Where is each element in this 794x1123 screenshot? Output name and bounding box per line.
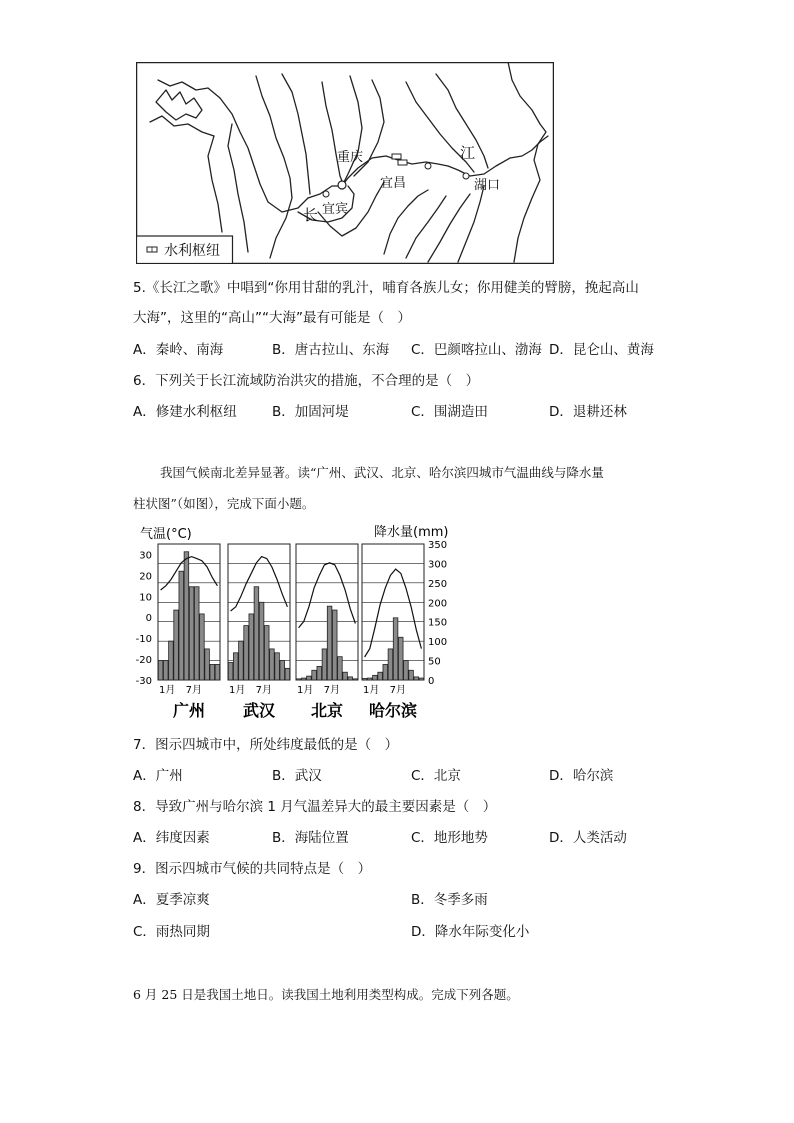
precip-bar [254,587,259,680]
yangtze-map [136,62,554,264]
precip-bar [327,606,332,680]
city-name-label: 广州 [172,701,206,720]
month-tick-label: 7月 [185,685,202,696]
temperature-tick-label: 0 [145,613,152,625]
temperature-tick-label: -20 [135,655,152,667]
precip-bar [317,666,322,680]
precip-bar [179,571,184,680]
precip-bar [343,672,348,680]
month-tick-label: 7月 [389,685,406,696]
q9-option-c[interactable]: C．雨热同期 [133,924,210,940]
right-axis-label: 降水量(mm) [374,525,449,540]
precip-bar [338,657,343,680]
precip-tick-label: 0 [428,676,435,687]
q8-option-a[interactable]: A．纬度因素 [133,830,210,846]
precip-bar [228,663,233,680]
map-label-chang: 长 [303,206,319,224]
q8-option-b[interactable]: B．海陆位置 [272,830,349,846]
q8-option-c[interactable]: C．地形地势 [411,830,488,846]
precip-bar [393,618,398,680]
precip-bar [158,661,163,680]
precip-bar [301,678,306,680]
precip-bar [312,670,317,680]
q5-option-a[interactable]: A．秦岭、南海 [133,342,224,358]
precip-bar [296,679,301,680]
precip-bar [362,678,367,680]
q9-option-a[interactable]: A．夏季凉爽 [133,892,210,908]
q7-option-c[interactable]: C．北京 [411,768,461,784]
precip-tick-label: 250 [428,578,448,590]
q9-option-d[interactable]: D．降水年际变化小 [411,924,530,940]
q6-option-b[interactable]: B．加固河堤 [272,404,349,420]
precip-bar [194,587,199,680]
precip-bar [383,664,388,680]
map-label-jiang: 江 [460,144,476,162]
map-label-yichang: 宜昌 [380,176,407,191]
q5-option-b[interactable]: B．唐古拉山、东海 [272,342,390,358]
temperature-tick-label: -10 [135,634,152,646]
city-name-label: 哈尔滨 [368,701,418,720]
map-label-yibin: 宜宾 [322,202,349,217]
temperature-tick-label: -30 [135,676,152,687]
precip-tick-label: 350 [428,540,448,551]
precip-bar [270,649,275,680]
map-label-hukou: 湖口 [474,178,501,193]
q5-stem-line2: 大海”，这里的“高山”“大海”最有可能是（ ） [133,310,411,326]
q7-stem: 7．图示四城市中，所处纬度最低的是（ ） [133,737,399,753]
month-tick-label: 7月 [255,685,272,696]
city-name-label: 北京 [310,701,344,720]
precip-tick-label: 200 [428,598,448,610]
q7-option-b[interactable]: B．武汉 [272,768,322,784]
q6-stem: 6．下列关于长江流域防治洪灾的措施，不合理的是（ ） [133,373,480,389]
precip-bar [348,677,353,680]
q9-option-b[interactable]: B．冬季多雨 [411,892,488,908]
q5-option-d[interactable]: D．昆仑山、黄海 [549,342,654,358]
precip-bar [280,661,285,680]
q9-stem: 9．图示四城市气候的共同特点是（ ） [133,861,372,877]
left-axis-label: 气温(°C) [140,527,192,542]
precip-bar [163,661,168,680]
q5-option-c[interactable]: C．巴颜喀拉山、渤海 [411,342,542,358]
q6-option-c[interactable]: C．围湖造田 [411,404,488,420]
q7-option-a[interactable]: A．广州 [133,768,183,784]
precip-bar [307,676,312,680]
temperature-tick-label: 30 [139,550,152,562]
precip-bar [259,602,264,680]
q5-stem-line1: 5.《长江之歌》中唱到“你用甘甜的乳汁，哺育各族儿女；你用健美的臂膀，挽起高山 [133,280,639,296]
month-tick-label: 7月 [323,685,340,696]
intro2-text: 6 月 25 日是我国土地日。读我国土地利用类型构成。完成下列各题。 [133,987,519,1002]
intro1-line2: 柱状图”（如图），完成下面小题。 [133,496,315,511]
precip-bar [249,614,254,680]
precip-bar [367,678,372,680]
q6-option-a[interactable]: A．修建水利枢纽 [133,404,237,420]
intro1-line1: 我国气候南北差异显著。读“广州、武汉、北京、哈尔滨四城市气温曲线与降水量 [160,465,604,480]
map-label-chongqing: 重庆 [337,150,364,165]
climate-chart [128,518,468,724]
precip-tick-label: 150 [428,617,448,629]
precip-bar [414,677,419,680]
month-tick-label: 1月 [159,685,176,696]
precip-bar [205,649,210,680]
precip-bar [285,668,290,680]
precip-bar [189,587,194,680]
precip-bar [169,641,174,680]
month-tick-label: 1月 [229,685,246,696]
precip-bar [174,610,179,680]
precip-bar [409,670,414,680]
precip-bar [239,641,244,680]
map-legend-label: 水利枢纽 [164,243,220,259]
q6-option-d[interactable]: D．退耕还林 [549,404,627,420]
precip-bar [388,649,393,680]
precip-bar [404,661,409,680]
precip-bar [275,653,280,680]
precip-tick-label: 100 [428,637,448,649]
precip-bar [215,664,220,680]
precip-bar [353,679,358,680]
q8-stem: 8．导致广州与哈尔滨 1 月气温差异大的最主要因素是（ ） [133,799,497,815]
month-tick-label: 1月 [363,685,380,696]
precip-bar [233,653,238,680]
q7-option-d[interactable]: D．哈尔滨 [549,768,614,784]
precip-bar [322,649,327,680]
precip-bar [244,626,249,680]
precip-bar [373,675,378,680]
temperature-tick-label: 20 [139,571,152,583]
precip-bar [264,626,269,680]
precip-tick-label: 300 [428,559,448,571]
temperature-tick-label: 10 [139,592,152,604]
precip-bar [184,552,189,680]
precip-bar [419,678,424,680]
precip-bar [200,614,205,680]
precip-bar [378,672,383,680]
precip-bar [332,610,337,680]
precip-tick-label: 50 [428,656,441,668]
precip-bar [210,664,215,680]
q8-option-d[interactable]: D．人类活动 [549,830,627,846]
precip-bar [398,637,403,680]
month-tick-label: 1月 [297,685,314,696]
city-name-label: 武汉 [242,701,276,720]
